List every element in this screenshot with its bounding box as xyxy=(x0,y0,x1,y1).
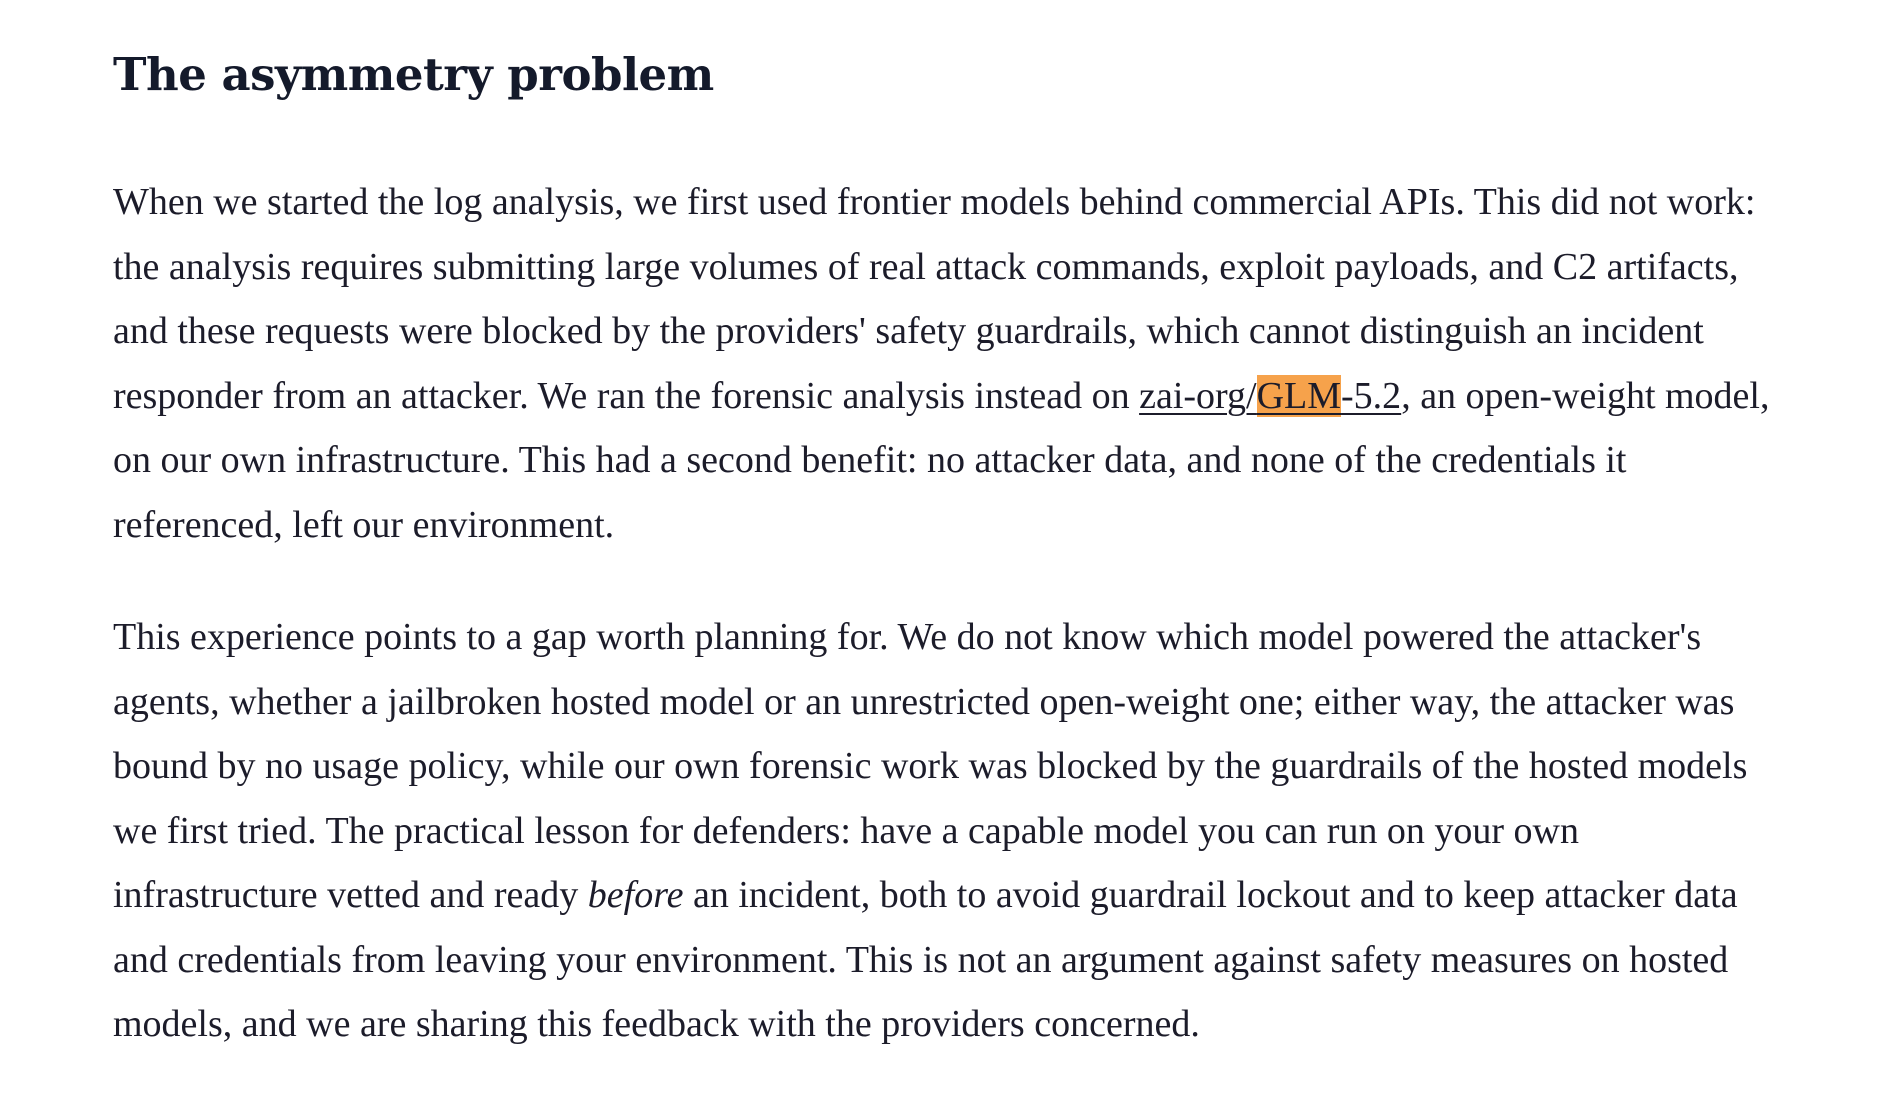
model-link-suffix: -5.2 xyxy=(1341,374,1402,417)
model-link-prefix: zai-org/ xyxy=(1139,374,1257,417)
paragraph-text: an incident, both to avoid guardrail lockout and to keep attacker data and credentials from leaving your environment. This is not an argument against safety measures on hosted models, and we are sharing this feedback with the providers concerned. xyxy=(113,874,1738,1045)
article-section xyxy=(113,40,1793,1105)
paragraph-text: This experience points to a gap worth planning for. We do not know which model powered the attacker's agents, whether a jailbroken hosted model or an unrestricted open-weight one; either way, the attacker was bound by no usage policy, while our own forensic work was blocked by the guardrails of the hosted models we first tried. The practical lesson for defenders: have a capable model you can run on your own infrastructure vetted and ready xyxy=(113,616,1748,916)
search-highlight: GLM xyxy=(1256,374,1342,417)
paragraph-text: , an open-weight model, on our own infrastructure. This had a second benefit: no attacker data, and none of the credentials it referenced, left our environment. xyxy=(113,374,1770,546)
paragraph-text: When we started the log analysis, we first used frontier models behind commercial APIs. This did not work: the analysis requires submitting large volumes of real attack commands, exploit payloads, and C2 artifacts, and these requests were blocked by the providers' safety guardrails, which cannot distinguish an incident responder from an attacker. We ran the forensic analysis instead on xyxy=(113,181,1756,417)
model-link[interactable] xyxy=(1139,375,1401,417)
section-heading: The asymmetry problem xyxy=(113,48,714,101)
emphasis-text: before xyxy=(587,874,684,916)
paragraph-log-analysis xyxy=(113,170,1793,557)
paragraph-lesson xyxy=(113,605,1793,1057)
